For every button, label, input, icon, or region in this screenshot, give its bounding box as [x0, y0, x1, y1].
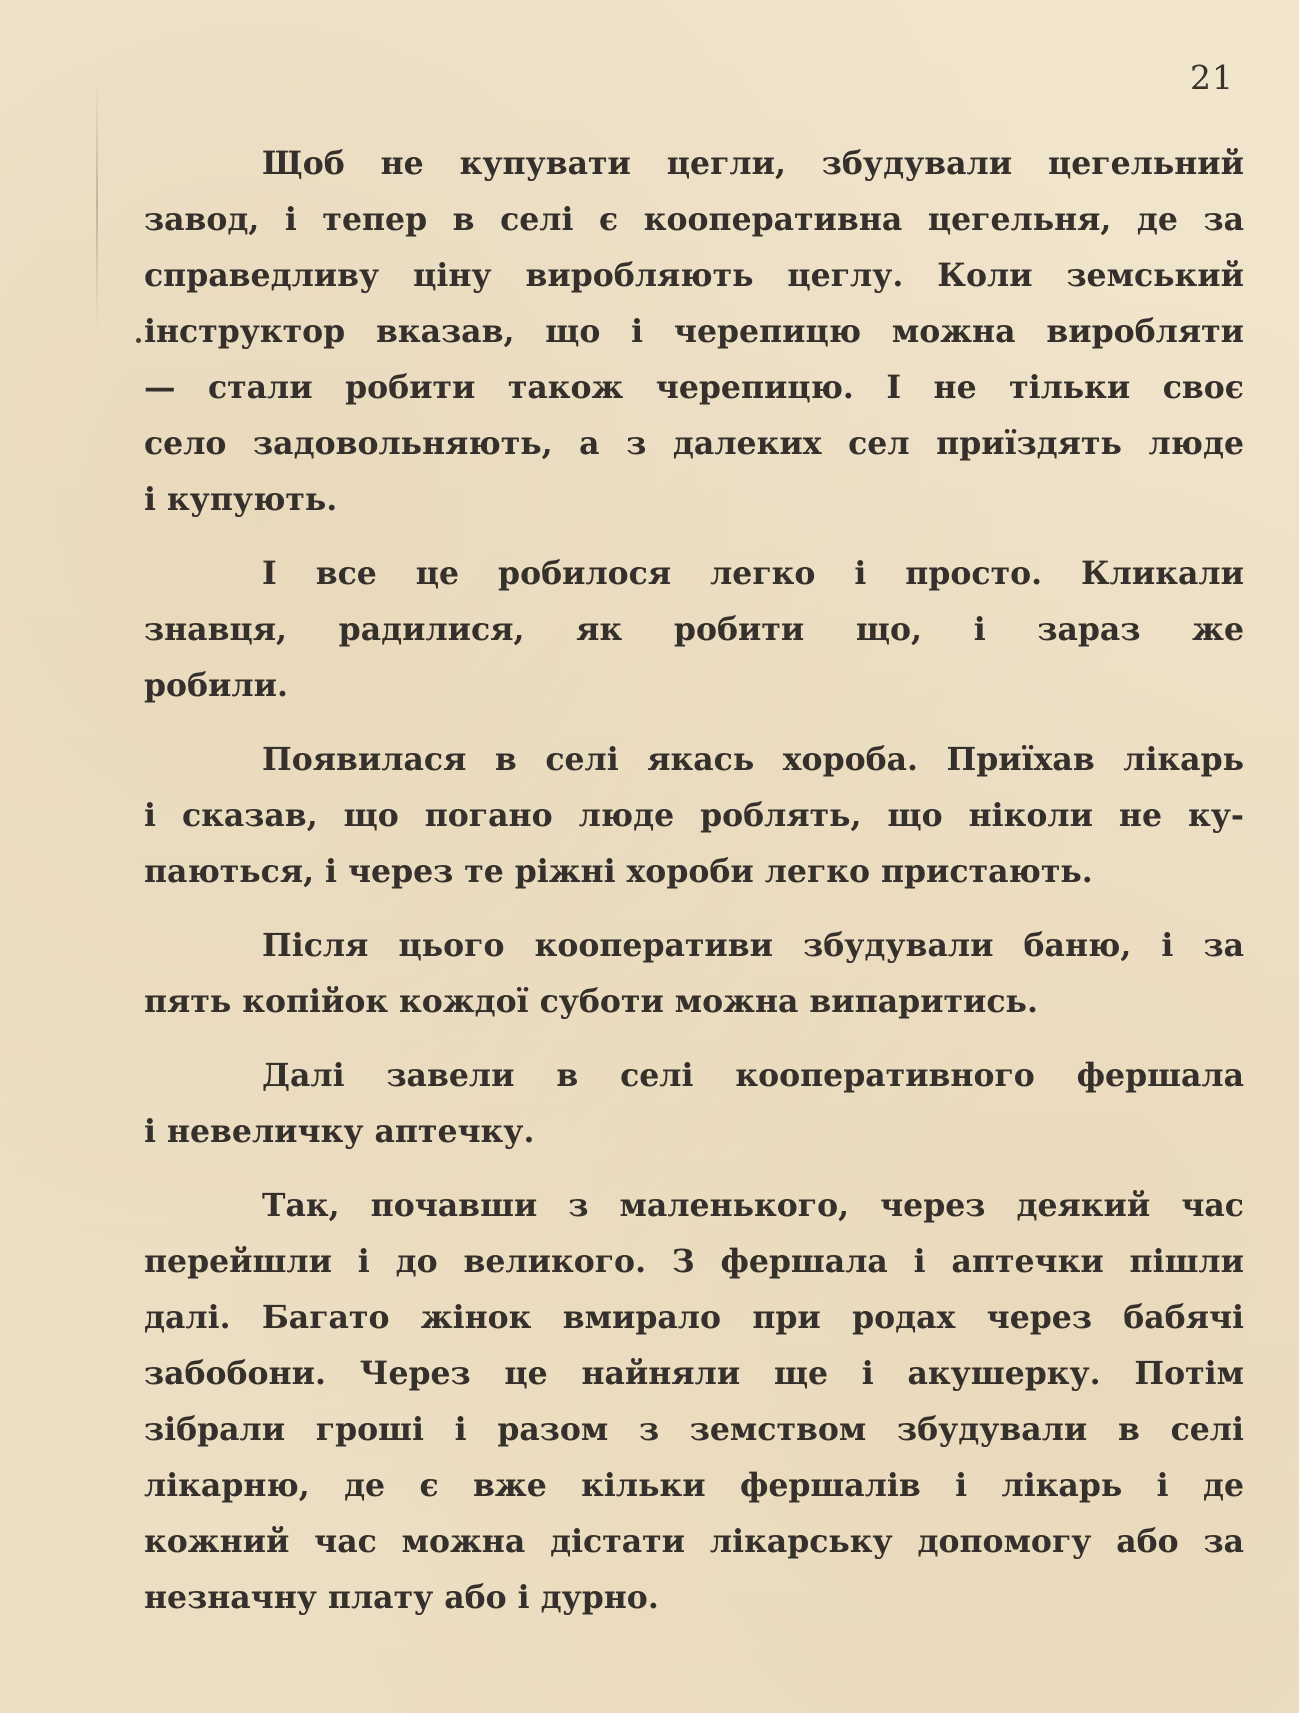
- paragraph-line: і сказав, що погано люде роблять, що ніколи не ку-: [144, 797, 1244, 834]
- paragraph-line: і купують.: [144, 481, 338, 518]
- paragraph-line: Після цього кооперативи збудували баню, і за: [262, 927, 1244, 964]
- paragraph-line: лікарню, де є вже кільки фершалів і лікарь і де: [144, 1467, 1244, 1504]
- paragraph-line: паються, і через те ріжні хороби легко пристають.: [144, 853, 1093, 890]
- paragraph-line: далі. Багато жінок вмирало при родах через бабячі: [144, 1299, 1244, 1336]
- paragraph-line: робили.: [144, 667, 288, 704]
- paragraph-line: Щоб не купувати цегли, збудували цегельний: [262, 145, 1244, 182]
- paragraph-line: — стали робити також черепицю. І не тільки своє: [144, 369, 1244, 406]
- page-fold-mark: [96, 80, 98, 330]
- paragraph-line: кожний час можна дістати лікарську допомогу або за: [144, 1523, 1244, 1560]
- paragraph-line: забобони. Через це найняли ще і акушерку. Потім: [144, 1355, 1244, 1392]
- paragraph-line: село задовольняють, а з далеких сел приїздять люде: [144, 425, 1244, 462]
- paragraph-6: [144, 1178, 1244, 1626]
- paragraph-line: знавця, радилися, як робити що, і зараз же: [144, 611, 1244, 648]
- paragraph-line: Появилася в селі якась хороба. Приїхав лікарь: [262, 741, 1244, 778]
- paragraph-line: І все це робилося легко і просто. Кликали: [262, 555, 1244, 592]
- paragraph-3: [144, 732, 1244, 900]
- paragraph-5: [144, 1048, 1244, 1160]
- paragraph-2: [144, 546, 1244, 714]
- paragraph-line: і невеличку аптечку.: [144, 1113, 535, 1150]
- paragraph-1: [144, 136, 1244, 528]
- paragraph-line: пять копійок кождої суботи можна випаритись.: [144, 983, 1038, 1020]
- page-body: [144, 136, 1244, 1644]
- paragraph-4: [144, 918, 1244, 1030]
- page-number: 21: [1190, 58, 1234, 97]
- paragraph-line: Так, почавши з маленького, через деякий час: [262, 1187, 1244, 1224]
- paragraph-line: зібрали гроші і разом з земством збудували в селі: [144, 1411, 1244, 1448]
- paragraph-line: справедливу ціну виробляють цеглу. Коли земський: [144, 257, 1244, 294]
- paragraph-line: інструктор вказав, що і черепицю можна виробляти: [144, 304, 1244, 360]
- paragraph-line: перейшли і до великого. З фершала і аптечки пішли: [144, 1243, 1244, 1280]
- paragraph-line: незначну плату або і дурно.: [144, 1579, 659, 1616]
- paragraph-line: Далі завели в селі кооперативного фершала: [262, 1057, 1244, 1094]
- paragraph-line: завод, і тепер в селі є кооперативна цегельня, де за: [144, 201, 1244, 238]
